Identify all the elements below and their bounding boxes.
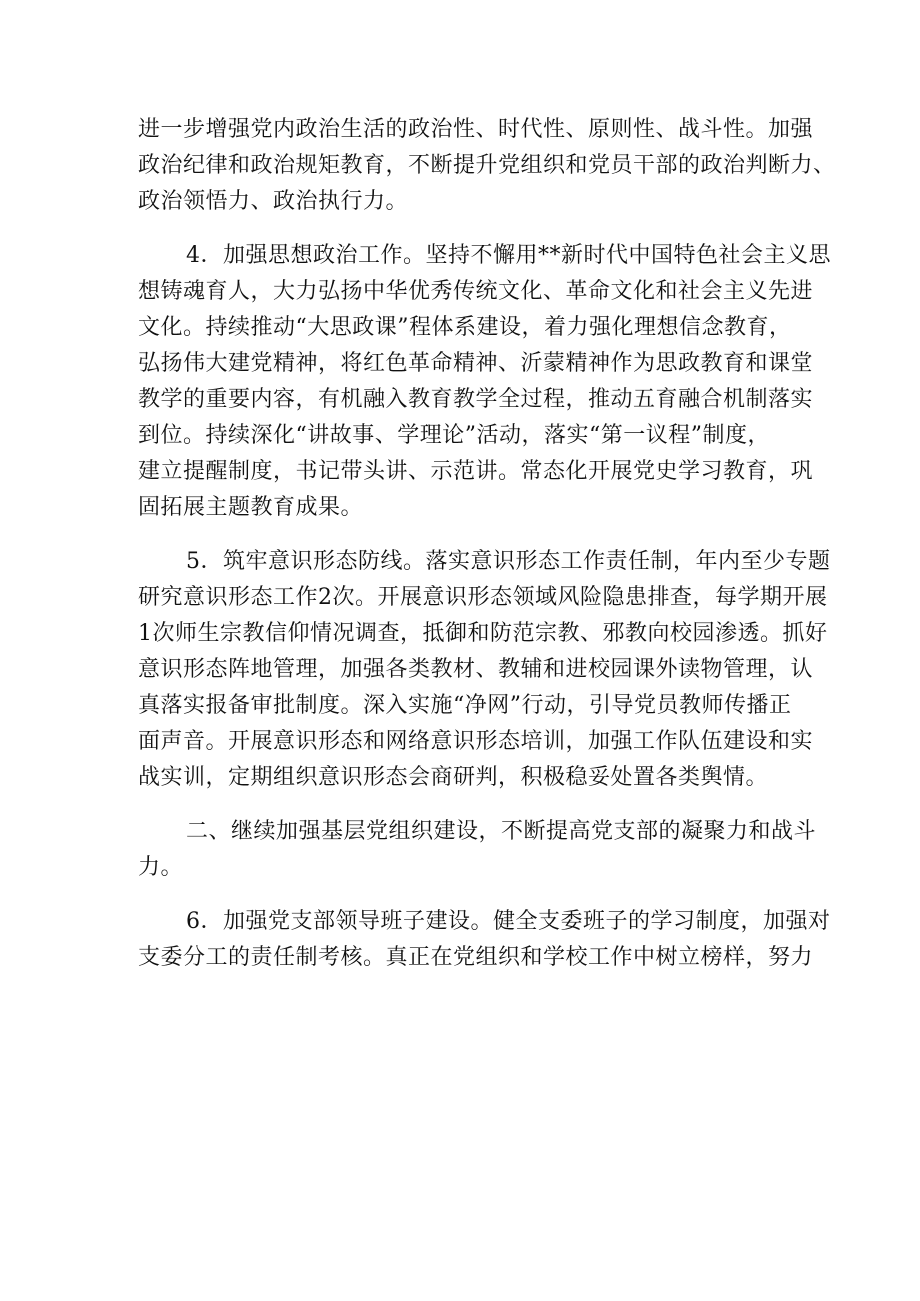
- text-line: 弘扬伟大建党精神，将红色革命精神、沂蒙精神作为思政教育和课堂: [138, 351, 814, 376]
- text-line: 固拓展主题教育成果。: [138, 495, 364, 520]
- text-line: 6．加强党支部领导班子建设。健全支委班子的学习制度，加强对: [186, 909, 831, 934]
- text-line: 4．加强思想政治工作。坚持不懈用**新时代中国特色社会主义思: [186, 243, 831, 268]
- text-line: 教学的重要内容，有机融入教育教学全过程，推动五育融合机制落实: [138, 387, 814, 412]
- text-line: 力。: [138, 855, 184, 880]
- text-line: 二、继续加强基层党组织建设，不断提高党支部的凝聚力和战斗: [186, 819, 817, 844]
- text-line: 面声音。开展意识形态和网络意识形态培训，加强工作队伍建设和实: [138, 729, 814, 754]
- paragraph-spacer: [138, 796, 798, 814]
- section-heading-2: [138, 814, 817, 886]
- text-line: 支委分工的责任制考核。真正在党组织和学校工作中树立榜样，努力: [138, 945, 814, 970]
- text-line: 1次师生宗教信仰情况调查，抵御和防范宗教、邪教向校园渗透。抓好: [138, 621, 828, 646]
- text-line: 建立提醒制度，书记带头讲、示范讲。常态化开展党史学习教育，巩: [138, 459, 814, 484]
- text-line: 政治纪律和政治规矩教育，不断提升党组织和党员干部的政治判断力、: [138, 153, 836, 178]
- text-line: 研究意识形态工作2次。开展意识形态领域风险隐患排查，每学期开展: [138, 585, 828, 610]
- text-line: 意识形态阵地管理，加强各类教材、教辅和进校园课外读物管理，认: [138, 657, 814, 682]
- paragraph-5: [138, 544, 831, 796]
- paragraph-spacer: [138, 886, 798, 904]
- text-line: 5．筑牢意识形态防线。落实意识形态工作责任制，年内至少专题: [186, 549, 831, 574]
- body-text: [138, 112, 836, 976]
- paragraph-6: [138, 904, 831, 976]
- paragraph-4: [138, 238, 831, 526]
- text-line: 文化。持续推动“大思政课”程体系建设，着力强化理想信念教育，: [138, 315, 792, 340]
- paragraph-spacer: [138, 526, 798, 544]
- text-line: 想铸魂育人，大力弘扬中华优秀传统文化、革命文化和社会主义先进: [138, 279, 814, 304]
- text-line: 到位。持续深化“讲故事、学理论”活动，落实“第一议程”制度，: [138, 423, 770, 448]
- paragraph-1: [138, 112, 836, 220]
- text-line: 战实训，定期组织意识形态会商研判，积极稳妥处置各类舆情。: [138, 765, 769, 790]
- text-line: 真落实报备审批制度。深入实施“净网”行动，引导党员教师传播正: [138, 693, 792, 718]
- text-line: 政治领悟力、政治执行力。: [138, 189, 409, 214]
- text-line: 进一步增强党内政治生活的政治性、时代性、原则性、战斗性。加强: [138, 117, 814, 142]
- paragraph-spacer: [138, 220, 798, 238]
